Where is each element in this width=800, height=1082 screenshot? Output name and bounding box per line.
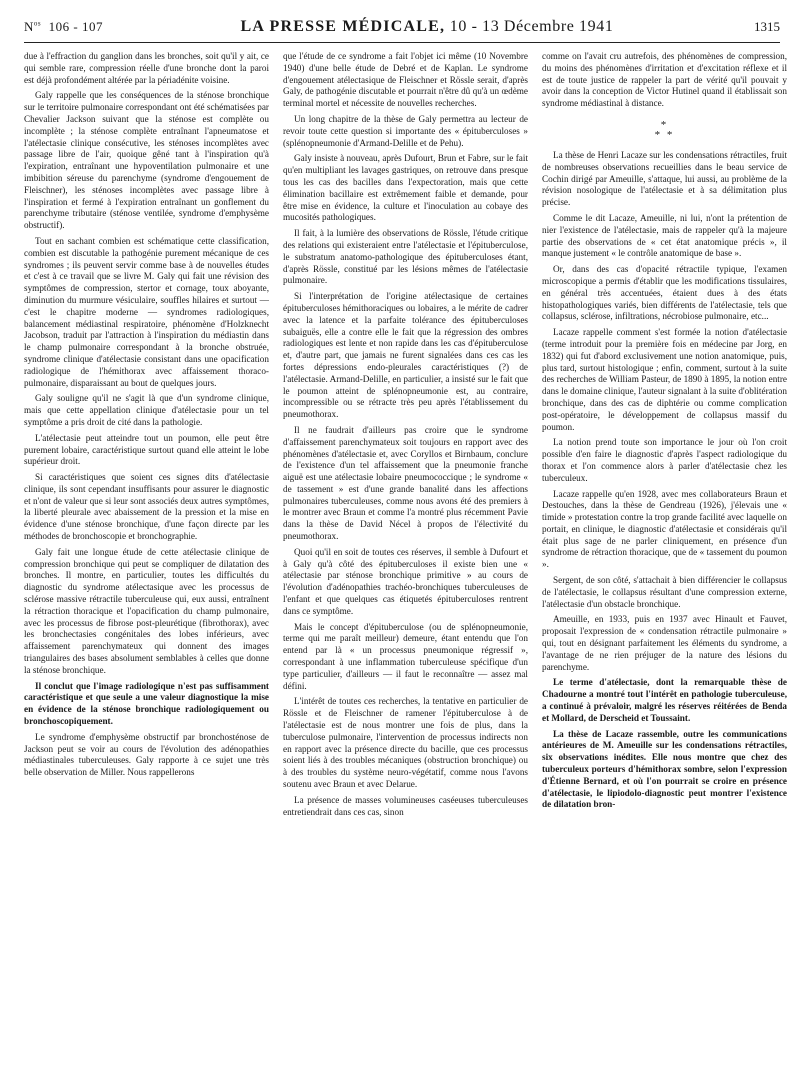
paragraph: Galy rappelle que les conséquences de la sténose bronchique sur le territoire pulmonaire correspondant ont été schématisées par Chevalier Jackson suivant que la sténose est complète ou incomplète ; la sténose complète entraînant l'apneumatose et l'atélectasie clinique consécutive, les sténoses incomplètes avec passage libre de l'air, quoique gêné tant à l'inspiration qu'à l'expiration, entraînant une hypoventilation pulmonaire et une imbibition séreuse du parenchyme (syndrome d'engouement de Fleischner), les sténoses incomplètes avec passage libre à l'inspiration et fermé à l'expiration entraînant un gonflement du parenchyme tributaire (sténose ventilée, syndrome d'emphysème obstructif). xyxy=(24,90,269,231)
paragraph: Sergent, de son côté, s'attachait à bien différencier le collapsus de l'atélectasie, le collapsus résultant d'une compression externe, l'atélectasie d'un obstacle bronchique. xyxy=(542,575,787,609)
paragraph: Il fait, à la lumière des observations de Rössle, l'étude critique des relations qui existeraient entre l'atélectasie et l'épituberculose, le substratum anatomo-pathologique des épituberculoses étant, d'après Rössle, constitué par les lésions mêmes de l'atélectasie pulmonaire. xyxy=(283,228,528,286)
column-1 xyxy=(24,51,269,822)
paragraph: Lacaze rappelle comment s'est formée la notion d'atélectasie (terme introduit pour la première fois en médecine par Jorg, en 1832) qui fut d'abord exclusivement une notion anatomique, puis, plus tard, surtout histologique ; enfin, comment, surtout à la suite des recherches de William Pasteur, de 1890 à 1895, la notion entre dans le domaine clinique, l'auteur signalant à la suite d'oblitération bronchique, dans des cas de diphtérie ou comme complication post-opératoire, le développement de collapsus massif du poumon. xyxy=(542,327,787,432)
paragraph: Galy insiste à nouveau, après Dufourt, Brun et Fabre, sur le fait qu'en multipliant les lavages gastriques, on retrouve dans presque tous les cas des bacilles dans l'expectoration, mais que cette élimination bacillaire est extrêmement faible et demande, pour être mise en évidence, la culture et l'inoculation au cobaye des mucosités pathologiques. xyxy=(283,153,528,223)
issue-date: 10 - 13 Décembre 1941 xyxy=(449,18,614,35)
paragraph: Un long chapitre de la thèse de Galy permettra au lecteur de revoir toute cette question si importante des « épituberculoses » (splénopneumonie d'Armand-Delille et de Pehu). xyxy=(283,113,528,148)
paragraph: L'intérêt de toutes ces recherches, la tentative en particulier de Rössle et de Fleischner de ramener l'épituberculose à de l'atélectasie est de nous montrer une fois de plus, dans la tuberculose pulmonaire, l'intervention de processus indirects non en rapport avec la présence directe du bacille, que ces processus soient liés à des troubles mécaniques (obstruction bronchique) ou à des troubles du système neuro-végétatif, comme nous l'avons soutenu avec Braun et avec Delarue. xyxy=(283,696,528,790)
page-number: 1315 xyxy=(754,19,780,34)
paragraph: Le terme d'atélectasie, dont la remarquable thèse de Chadourne a montré tout l'intérêt en pathologie tuberculeuse, a continué à prévaloir, malgré les réserves réitérées de Benda et Mollard, de Derscheid et Toussaint. xyxy=(542,677,787,723)
journal-title: LA PRESSE MÉDICALE, xyxy=(240,18,446,35)
column-3 xyxy=(542,51,787,822)
paragraph: Le syndrome d'emphysème obstructif par bronchosténose de Jackson peut se voir au cours de l'évolution des adénopathies médiastinales tuberculeuses. Galy rapporte à ce sujet une très belle observation de Miller. Nous rappellerons xyxy=(24,731,269,778)
paragraph: La notion prend toute son importance le jour où l'on croit possible d'en faire le diagnostic d'après l'aspect radiologique du thorax et l'on commence alors à parler d'atélectasie chez les tuberculeux. xyxy=(542,437,787,483)
paragraph: La thèse de Henri Lacaze sur les condensations rétractiles, fruit de nombreuses observations recueillies dans le beau service de Cochin dirigé par Ameuille, s'attaque, lui aussi, au problème de la révision nosologique de l'atélectasie et à sa délimitation plus précise. xyxy=(542,149,787,208)
issue-prefix: N xyxy=(24,19,34,34)
paragraph: Si caractéristiques que soient ces signes dits d'atélectasie clinique, ils sont cependant insuffisants pour assurer le diagnostic et n'ont de valeur que si leur sont associés deux autres symptômes, la liberté pleurale avec abaissement de la pression et la mise en évidence d'une sténose bronchique, d'une façon directe par les méthodes de bronchoscopie et bronchographie. xyxy=(24,472,269,542)
paragraph: Quoi qu'il en soit de toutes ces réserves, il semble à Dufourt et à Galy qu'à côté des épituberculoses il existe bien une « atélectasie par sténose bronchique primitive » au cours de l'évolution d'adénopathies trachéo-bronchiques tuberculeuses de l'enfant et que quelques cas étiquetés épituberculoses rentrent dans ce symptôme. xyxy=(283,546,528,616)
masthead xyxy=(174,18,680,36)
paragraph: Lacaze rappelle qu'en 1928, avec mes collaborateurs Braun et Destouches, dans la thèse de Gendreau (1926), j'élevais une « timide » protestation contre la trop grande facilité avec laquelle on portait, en clinique, le diagnostic d'atélectasie et considérais qu'il était plus sage de ne parler cliniquement, en présence d'un syndrome de rétraction thoracique, que de « tassement du poumon ». xyxy=(542,488,787,570)
paragraph: L'atélectasie peut atteindre tout un poumon, elle peut être purement lobaire, caractéristique surtout quand elle atteint le lobe supérieur droit. xyxy=(24,432,269,467)
issue-numbers: 106 - 107 xyxy=(48,19,103,34)
paragraph: Mais le concept d'épituberculose (ou de splénopneumonie, terme qui me paraît meilleur) demeure, étant entendu que l'on entend par là « un processus pneumonique régressif », correspondant à une inflammation tuberculeuse spécifique d'un type particulier, d'ailleurs — il faut le reconnaître — assez mal défini. xyxy=(283,621,528,691)
section-separator: * * * xyxy=(654,118,675,141)
paragraph: Galy souligne qu'il ne s'agit là que d'un syndrome clinique, mais que cette appellation clinique d'atélectasie pour un tel symptôme a pris droit de cité dans la pathologie. xyxy=(24,393,269,427)
paragraph: Or, dans des cas d'opacité rétractile typique, l'examen microscopique a permis d'établir que les modifications tissulaires, en général très accentuées, étaient dues à des états histopathologiques variés, bien différents de l'atélectasie, tels que collapsus, sclérose, infiltrations, nécrobiose pulmonaire, etc... xyxy=(542,264,787,322)
issue-prefix-sup: os xyxy=(33,19,42,28)
issue-number xyxy=(24,19,174,35)
paragraph: Il conclut que l'image radiologique n'est pas suffisamment caractéristique et que seule a une valeur diagnostique la mise en évidence de la sténose bronchique radiologiquement ou bronchoscopiquement. xyxy=(24,680,269,727)
paragraph: que l'étude de ce syndrome a fait l'objet ici même (10 Novembre 1940) d'une belle étude de Debré et de Kaplan. Le syndrome d'engouement atélectasique de Fleischner et Rössle serait, d'après Galy, de pathogénie discutable et pourrait n'être dû qu'à un œdème terminal mortel et nécessite de nouvelles recherches. xyxy=(283,51,528,109)
paragraph: Comme le dit Lacaze, Ameuille, ni lui, n'ont la prétention de nier l'existence de l'atélectasie, mais de rappeler qu'à la majeure partie des observations de « cet état anatomique précis », il manque justement « le contrôle anatomique de base ». xyxy=(542,212,787,259)
article-columns xyxy=(24,51,787,822)
paragraph: Il ne faudrait d'ailleurs pas croire que le syndrome d'affaissement parenchymateux soit toujours en rapport avec des phénomènes d'atélectasie et, avec Coryllos et Birnbaum, conclure de l'existence d'un tel affaissement que la pneumonie franche aiguë est une atélectasie lobaire pneumococcique ; le syndrome « de tassement » est d'une grande banalité dans les affections pulmonaires tuberculeuses, comme nous avons été des premiers à le montrer avec Braun et comme l'a montré plus récemment Pavie dans la thèse de David Nécel à propos de l'électivité du pneumothorax. xyxy=(283,424,528,542)
paragraph: La présence de masses volumineuses caséeuses tuberculeuses entretiendrait dans ces cas, sinon xyxy=(283,794,528,817)
paragraph: Si l'interprétation de l'origine atélectasique de certaines épituberculoses hémithoraciques ou lobaires, a le mérite de cadrer avec la latence et la parfaite tolérance des épituberculoses subaiguës, elle a contre elle le fait que la régression des ombres radiologiques est lente et non rapide dans les cas d'épituberculose et, d'autre part, que jamais ne furent signalées dans ces cas les fortes dépressions endo-pleurales caractéristiques (?) de l'atélectasie. Armand-Delille, en particulier, a insisté sur le fait que le poumon atteint de splénopneumonie est, au contraire, incompressible ou se rétracte très peu après l'établissement du pneumothorax. xyxy=(283,291,528,420)
paragraph: Galy fait une longue étude de cette atélectasie clinique de compression bronchique qui peut se compliquer de dilatation des bronches. Il montre, en particulier, toutes les difficultés du diagnostic du syndrome atélectasique avec les processus de sclérose massive rétractile tuberculeuse qui, eux aussi, entraînent la rétraction thoracique et l'opacification du champ pulmonaire, avec les processus de fibrose post-pleurétique (fibrothorax), avec les bronchectasies congénitales des lobes inférieurs, avec affaissement parenchymateux qui donnent des images triangulaires des bases absolument semblables à celles que donne la sténose bronchique. xyxy=(24,546,269,675)
column-2 xyxy=(283,51,528,822)
paragraph: La thèse de Lacaze rassemble, outre les communications antérieures de M. Ameuille sur les condensations rétractiles, six observations inédites. Elle nous montre que chez des tuberculeux porteurs d'hémithorax sombre, selon l'expression d'Étienne Bernard, et où l'on pourrait se croire en présence d'atélectasie, le lipiodolo-diagnostic peut montrer l'existence de dilatation bron- xyxy=(542,728,787,810)
paragraph: Tout en sachant combien est schématique cette classification, combien est discutable la pathogénie purement mécanique de ces syndromes ; ils peuvent servir comme base à de nouvelles études et c'est à ce travail que se livre M. Galy qui fait une révision des symptômes de compression, stertor et cornage, toux aboyante, diminution du murmure vésiculaire, souffles hilaires et surtout — c'est le chapitre moderne — syndromes radiologiques, balancement médiastinal respiratoire, phénomène d'Holzknecht Jacobson, traduit par l'attraction à l'inspiration du médiastin dans le champ pulmonaire correspondant à la bronche obstruée, syndrome clinique d'atélectasie consistant dans une opacification radiologique de l'hémithorax avec affaissement thoraco-pulmonaire, disparaissant au bout de quelques jours. xyxy=(24,235,269,388)
paragraph: due à l'effraction du ganglion dans les bronches, soit qu'il y ait, ce qui semble rare, compression réelle d'une bronche dont la paroi est déjà profondément altérée par la périadénite voisine. xyxy=(24,51,269,85)
paragraph: Ameuille, en 1933, puis en 1937 avec Hinault et Fauvet, proposait l'expression de « condensation rétractile pulmonaire » qui, tout en désignant parfaitement les éléments du syndrome, a l'avantage de ne rien préjuger de la nature des lésions du parenchyme. xyxy=(542,614,787,672)
page-header xyxy=(24,18,780,43)
paragraph: comme on l'avait cru autrefois, des phénomènes de compression, du moins des phénomènes d'irritation et d'excitation réflexe et il est de toute justice de rappeler la part de vérité qu'il pouvait y avoir dans la conception de Victor Hutinel quand il établissait son syndrome médiastinal à distance. xyxy=(542,51,787,109)
